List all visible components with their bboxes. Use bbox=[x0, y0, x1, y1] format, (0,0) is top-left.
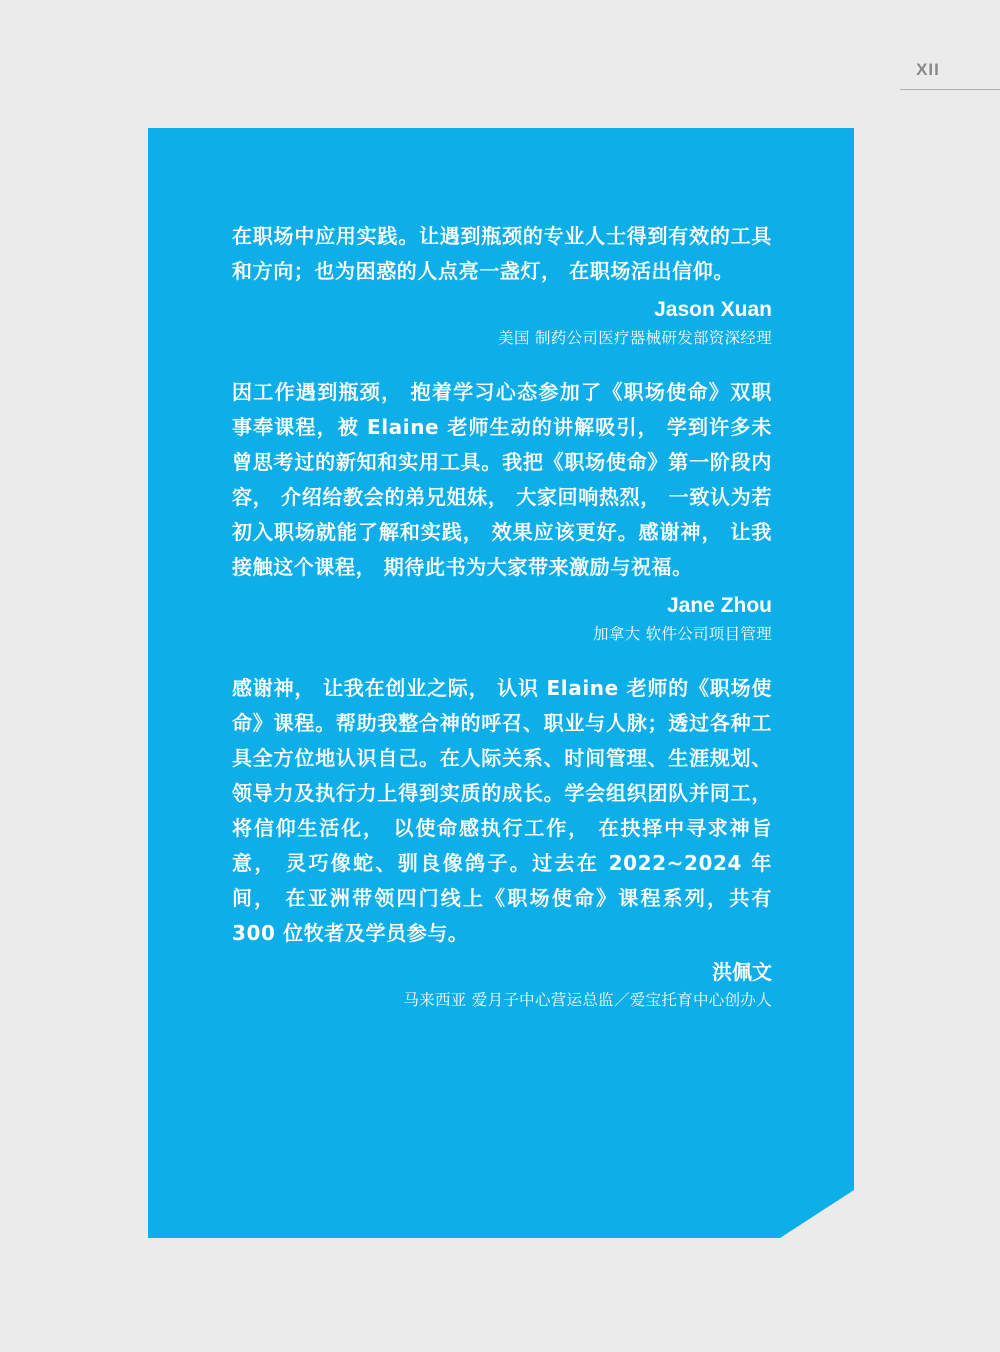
page-number: XII bbox=[916, 60, 940, 79]
testimonial-quote: 因工作遇到瓶颈， 抱着学习心态参加了《职场使命》双职事奉课程，被 Elaine 老师生动的讲解吸引， 学到许多未曾思考过的新知和实用工具。我把《职场使命》第一阶段内容， 介绍给教会的弟兄姐妹， 大家回响热烈， 一致认为若初入职场就能了解和实践， 效果应该更好。感谢神， 让我接触这个课程， 期待此书为大家带来激励与祝福。 bbox=[232, 380, 772, 579]
testimonial-jason-xuan bbox=[232, 219, 772, 349]
header-rule bbox=[900, 89, 1000, 90]
testimonial-author-name: Jane Zhou bbox=[666, 594, 772, 617]
testimonial-author-title: 美国 制药公司医疗器械研发部资深经理 bbox=[498, 329, 772, 347]
testimonial-author-name: Jason Xuan bbox=[654, 298, 772, 321]
testimonial-quote: 感谢神， 让我在创业之际， 认识 Elaine 老师的《职场使命》课程。帮助我整合神的呼召、职业与人脉；透过各种工具全方位地认识自己。在人际关系、时间管理、生涯规划、领导力及执行力上得到实质的成长。学会组织团队并同工， 将信仰生活化， 以使命感执行工作， 在抉择中寻求神旨意， 灵巧像蛇、驯良像鸽子。过去在 2022~2024 年间， 在亚洲带领四门线上《职场使命》课程系列，共有 300 位牧者及学员参与。 bbox=[232, 676, 772, 945]
testimonial-author-name: 洪佩文 bbox=[712, 960, 772, 984]
testimonial-author-title: 加拿大 软件公司项目管理 bbox=[592, 625, 772, 643]
testimonial-hong-peiwen bbox=[232, 671, 772, 1011]
testimonial-author-title: 马来西亚 爱月子中心营运总监／爱宝托育中心创办人 bbox=[403, 991, 772, 1009]
testimonial-jane-zhou bbox=[232, 375, 772, 645]
testimonial-list bbox=[232, 219, 772, 1011]
testimonial-quote: 在职场中应用实践。让遇到瓶颈的专业人士得到有效的工具和方向；也为困惑的人点亮一盏灯， 在职场活出信仰。 bbox=[232, 224, 772, 283]
